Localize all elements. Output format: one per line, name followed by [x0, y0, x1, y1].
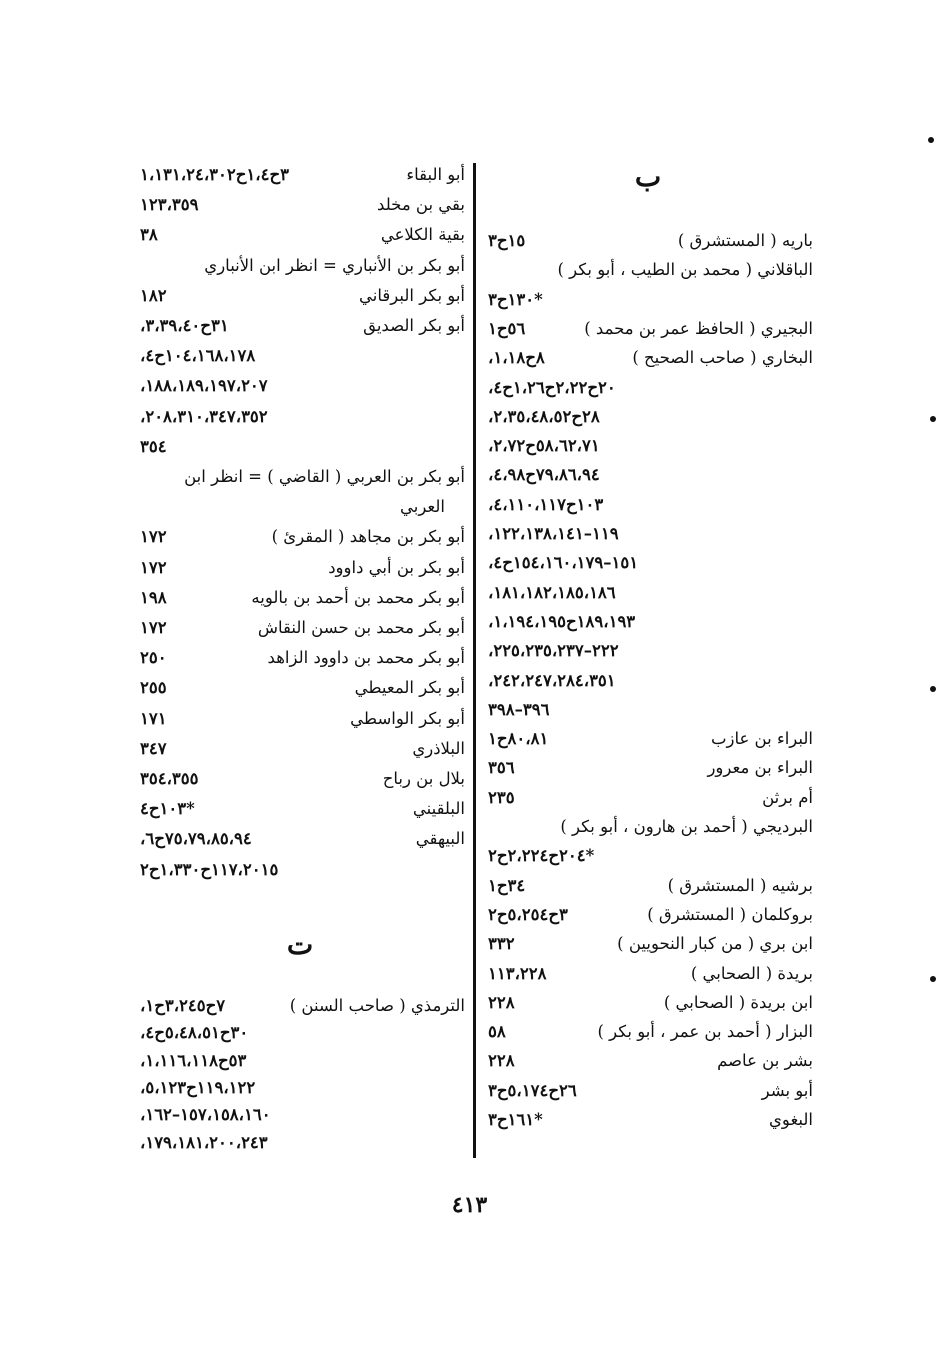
entry-name: البيهقي: [415, 829, 465, 849]
index-entry: [140, 1130, 465, 1156]
entry-pages: *١٦١ح٣: [488, 1110, 543, 1129]
index-entry: [488, 1107, 813, 1133]
entry-pages: ٢٢٨: [488, 1051, 515, 1071]
entry-name: البراء بن عازب: [710, 729, 813, 749]
entry-name: أبو بشر: [761, 1080, 813, 1100]
entry-pages: ١٨٨،١٨٩،١٩٧،٢٠٧،: [140, 376, 268, 396]
entry-name: بقية الكلاعي: [380, 225, 465, 245]
entry-pages: ١١٩–١٢٢،١٣٨،١٤١،: [488, 524, 619, 543]
section-letter-ta: ت: [286, 928, 314, 961]
entry-pages: ١٨٢: [140, 285, 167, 305]
entry-pages: ١٥١–١٥٤،١٦٠،١٧٩ح٤،: [488, 553, 639, 573]
entry-name: أبو بكر محمد بن حسن النقاش: [257, 618, 465, 637]
entry-name: بروكلمان ( المستشرق ): [647, 904, 813, 924]
entry-name: أبو بكر محمد بن أحمد بن بالويه: [251, 587, 465, 607]
entry-pages: ١٧١: [140, 708, 167, 728]
entry-name: بشر بن عاصم: [717, 1051, 813, 1071]
index-entry: [140, 585, 465, 611]
entry-name: أبو بكر بن الأنباري = انظر ابن الأنباري: [204, 255, 465, 275]
index-entry: [488, 873, 813, 899]
entry-pages: ١١٩،١٢٢ح٥،١٢٣،: [140, 1077, 256, 1097]
entry-pages: ١٧٢: [140, 527, 167, 547]
index-entry: [488, 726, 813, 752]
entry-name: بلال بن رباح: [382, 769, 465, 788]
index-entry: [140, 1102, 465, 1128]
index-entry: [488, 785, 813, 811]
entry-name: العربي: [399, 497, 445, 517]
index-entry: [140, 645, 465, 671]
index-entry: [488, 521, 813, 547]
index-entry: [140, 494, 465, 520]
index-entry: [140, 404, 465, 430]
section-letter-ba: ب: [634, 160, 662, 193]
entry-pages: ٣٤٧: [140, 738, 167, 758]
entry-pages: ٢٢٨: [488, 992, 515, 1012]
index-entry: [488, 638, 813, 664]
entry-name: أبو بكر الواسطي: [350, 708, 465, 728]
index-entry: [140, 1048, 465, 1074]
index-entry: [488, 433, 813, 459]
entry-pages: ٢٣٥: [488, 787, 515, 807]
margin-mark: [930, 976, 936, 982]
index-entry: [488, 961, 813, 987]
index-entry: [140, 464, 465, 490]
index-entry: [140, 796, 465, 822]
entry-name: الباقلاني ( محمد بن الطيب ، أبو بكر ): [557, 260, 813, 280]
index-entry: [488, 550, 813, 576]
entry-pages: ٧٥،٧٩،٨٥،٩٤ح٦،: [140, 829, 252, 849]
entry-name: أبو بكر البرقاني: [359, 285, 465, 305]
entry-name: البخاري ( صاحب الصحيح ): [632, 348, 813, 368]
index-entry: [140, 283, 465, 309]
entry-pages: ٣٥٤،٣٥٥: [140, 769, 199, 788]
entry-pages: ٣٤ح١: [488, 875, 526, 895]
index-entry: [140, 373, 465, 399]
index-entry: [488, 228, 813, 254]
entry-pages: ١٨٩،١٩٣ح١،١٩٤،١٩٥،: [488, 611, 636, 631]
entry-name: أبو بكر بن مجاهد ( المقرئ ): [271, 527, 465, 547]
entry-name: بريدة ( الصحابي ): [690, 963, 813, 983]
entry-pages: ١٧٢: [140, 618, 167, 637]
entry-pages: ٢٠ح٢،٢٢ح١،٢٦ح٤،: [488, 377, 616, 397]
entry-pages: ١٠٤،١٦٨،١٧٨ح٤،: [140, 346, 256, 366]
entry-name: أبو بكر محمد بن داوود الزاهد: [267, 648, 465, 668]
entry-pages: ٣٩٦–٣٩٨: [488, 699, 550, 719]
index-entry: [488, 990, 813, 1016]
entry-pages: ٧ح٣،٢٤٥ح١،: [140, 996, 226, 1015]
entry-name: أبو بكر بن العربي ( القاضي ) = انظر ابن: [184, 467, 465, 486]
entry-name: البلقيني: [412, 799, 465, 819]
entry-name: البراء بن معرور: [707, 758, 813, 778]
entry-pages: ٢٥٠: [140, 648, 167, 668]
index-entry: [140, 826, 465, 852]
index-entry: [488, 755, 813, 781]
index-entry: [140, 162, 465, 188]
entry-pages: ٣٥٤: [140, 436, 167, 456]
entry-pages: ٥٦ح١: [488, 318, 526, 338]
entry-pages: ١٥٧،١٥٨،١٦٠–١٦٢،: [140, 1105, 271, 1125]
entry-pages: ١٧٢: [140, 557, 167, 577]
index-entry: [140, 222, 465, 248]
index-entry: [140, 1075, 465, 1101]
index-entry: [488, 345, 813, 371]
index-entry: [140, 857, 465, 883]
index-entry: [488, 375, 813, 401]
index-entry: [488, 609, 813, 635]
index-entry: [488, 580, 813, 606]
entry-pages: ٣٣٢: [488, 934, 515, 954]
entry-pages: *٢٠٤ح٢،٢٢٤ح٢: [488, 846, 595, 866]
entry-name: البزار ( أحمد بن عمر ، أبو بكر ): [597, 1022, 813, 1042]
entry-pages: ٥٨،٦٢،٧١ح٢،٧٢،: [488, 436, 600, 456]
index-entry: [488, 902, 813, 928]
entry-name: أبو بكر المعيطي: [354, 678, 465, 698]
entry-name: أبو البقاء: [406, 165, 465, 184]
index-entry: [488, 697, 813, 723]
entry-name: ابن بريدة ( الصحابي ): [663, 992, 813, 1012]
index-entry: [488, 257, 813, 283]
index-entry: [140, 1020, 465, 1046]
entry-name: أبو بكر بن أبي داوود: [328, 557, 465, 577]
index-entry: [140, 192, 465, 218]
index-entry: [140, 555, 465, 581]
index-entry: [140, 706, 465, 732]
entry-name: باريه ( المستشرق ): [677, 231, 813, 250]
entry-pages: ٥٣ح١،١١٦،١١٨،: [140, 1050, 247, 1070]
index-entry: [140, 766, 465, 792]
entry-name: البرديجي ( أحمد بن هارون ، أبو بكر ): [560, 817, 813, 836]
entry-name: البلاذري: [412, 738, 465, 758]
entry-pages: ٢٠٨،٣١٠،٣٤٧،٣٥٢،: [140, 406, 268, 426]
entry-pages: ٢٢٢–٢٢٥،٢٣٥،٢٣٧،: [488, 641, 619, 661]
index-entry: [488, 814, 813, 840]
entry-pages: ٨ح١،١٨،: [488, 348, 545, 368]
margin-mark: [930, 416, 936, 422]
index-entry: [488, 316, 813, 342]
index-entry: [140, 993, 465, 1019]
margin-mark: [928, 137, 934, 143]
entry-pages: ٢٤٢،٢٤٧،٢٨٤،٣٥١،: [488, 670, 616, 690]
entry-pages: ٢٦ح٥،١٧٤ح٣: [488, 1080, 577, 1100]
entry-pages: ٣١ح٣،٣٩،٤٠،: [140, 316, 229, 335]
entry-name: الترمذي ( صاحب السنن ): [289, 996, 465, 1015]
entry-pages: ٣٥٦: [488, 758, 515, 778]
entry-pages: ٣٨: [140, 225, 158, 245]
entry-pages: ١٩٨: [140, 587, 167, 607]
index-entry: [140, 434, 465, 460]
index-entry: [140, 736, 465, 762]
margin-mark: [930, 686, 936, 692]
index-entry: [488, 1078, 813, 1104]
entry-pages: *١٠٣ح٤: [140, 799, 195, 819]
entry-pages: ٢٨ح٢،٣٥،٤٨،٥٢،: [488, 406, 600, 426]
entry-name: البغوي: [769, 1110, 813, 1129]
index-entry: [140, 343, 465, 369]
entry-name: أبو بكر الصديق: [363, 316, 465, 335]
entry-pages: ١١٣،٢٢٨: [488, 963, 547, 983]
index-entry: [488, 843, 813, 869]
entry-pages: ١٥ح٣: [488, 231, 526, 250]
index-entry: [140, 524, 465, 550]
entry-pages: ١٨١،١٨٢،١٨٥،١٨٦،: [488, 582, 616, 602]
index-entry: [488, 492, 813, 518]
index-entry: [488, 462, 813, 488]
entry-pages: ٧٩،٨٦،٩٤ح٤،٩٨،: [488, 465, 600, 485]
page-number: ٤١٣: [451, 1192, 488, 1218]
entry-pages: ١٢٣،٣٥٩: [140, 195, 199, 215]
entry-name: بقي بن مخلد: [377, 195, 465, 215]
entry-pages: ١١٧،٢٠١٥ح١،٣٣٠ح٢: [140, 859, 279, 879]
index-entry: [488, 287, 813, 313]
entry-pages: ٣ح٥،٢٥٤ح٢: [488, 904, 568, 924]
entry-pages: ٢٥٥: [140, 678, 167, 698]
index-entry: [488, 1019, 813, 1045]
entry-pages: ٨٠،٨١ح١: [488, 729, 549, 749]
index-entry: [488, 1048, 813, 1074]
entry-name: البجيري ( الحافظ عمر بن محمد ): [584, 318, 813, 338]
entry-pages: ٣٠ح٥،٤٨،٥١ح٤،: [140, 1023, 249, 1043]
index-entry: [140, 253, 465, 279]
entry-pages: ٥٨: [488, 1022, 506, 1042]
index-entry: [140, 615, 465, 641]
entry-name: برشيه ( المستشرق ): [667, 875, 813, 895]
entry-name: ابن بري ( من كبار النحويين ): [617, 934, 813, 954]
index-entry: [488, 668, 813, 694]
index-entry: [140, 313, 465, 339]
column-divider: [473, 163, 476, 1158]
index-entry: [488, 931, 813, 957]
entry-pages: ٣ح١،٤ح١،١٣١،٢٤،٣٠٢: [140, 165, 289, 184]
entry-pages: *١٣٠ح٣: [488, 289, 543, 309]
index-entry: [140, 675, 465, 701]
entry-pages: ١٠٣ح٤،١١٠،١١٧،: [488, 494, 604, 514]
entry-name: أم برثن: [762, 787, 813, 807]
entry-pages: ١٧٩،١٨١،٢٠٠،٢٤٣،: [140, 1132, 268, 1152]
index-entry: [488, 404, 813, 430]
